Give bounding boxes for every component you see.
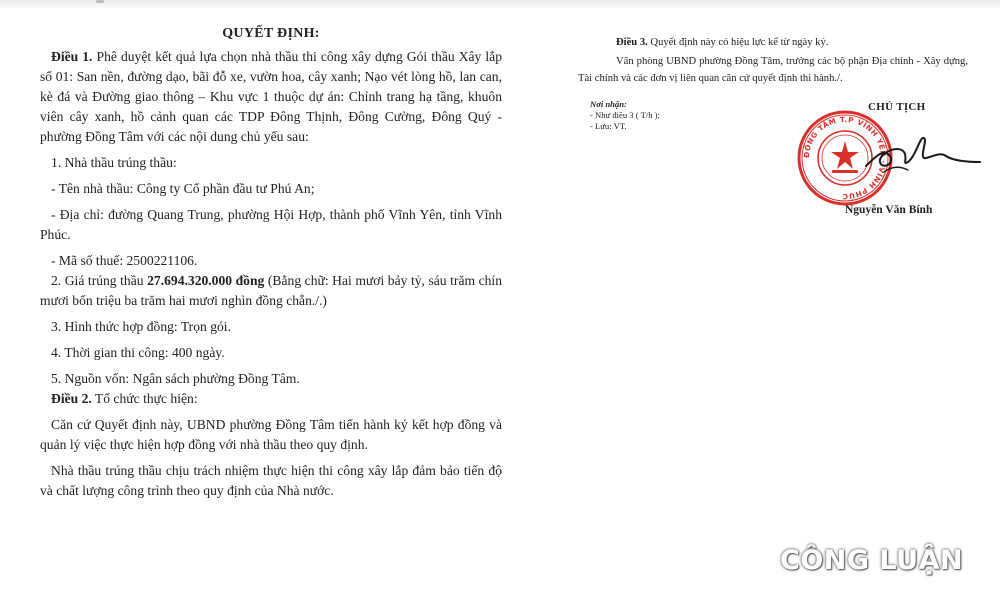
article-3 <box>578 34 968 51</box>
article-2-text: Tổ chức thực hiện: <box>91 391 198 406</box>
contractor-name: - Tên nhà thầu: Công ty Cổ phần đầu tư Phú An; <box>51 181 315 196</box>
recipient-item: - Lưu: VT. <box>590 121 627 131</box>
article-2-paragraph-1: Căn cứ Quyết định này, UBND phường Đồng Tâm tiến hành ký kết hợp đồng và quản lý việc thực hiện hợp đồng với nhà thầu theo quy định. <box>40 417 502 452</box>
item-4: 4. Thời gian thi công: 400 ngày. <box>51 345 225 360</box>
article-2-paragraph-2: Nhà thầu trúng thầu chịu trách nhiệm thực hiện thi công xây lắp đảm bảo tiến độ và chất lượng công trình theo quy định của Nhà nước. <box>40 463 502 498</box>
article-3-paragraph-2: Văn phòng UBND phường Đồng Tâm, trưởng các bộ phận Địa chính - Xây dựng, Tài chính và các đơn vị liên quan căn cứ quyết định thi hành./. <box>578 56 968 84</box>
item-2-prefix: 2. Giá trúng thầu <box>51 273 148 288</box>
chair-title: CHỦ TỊCH <box>868 101 926 113</box>
article-1-text: Phê duyệt kết quả lựa chọn nhà thầu thi công xây dựng Gói thầu Xây lắp số 01: San nền, đường dạo, bãi đỗ xe, vườn hoa, cây xanh; Nạo vét lòng hồ, lan can, kè đá và Đường giao thông – Khu vực 1 thuộc dự án: Chỉnh trang hạ tầng, khuôn viên cây xanh, hồ cảnh quan các TDP Đông Thịnh, Đông Cường, Đông Quý - phường Đồng Tâm với các nội dung chủ yếu sau: <box>40 49 503 144</box>
recipients-heading: Nơi nhận: <box>590 99 627 109</box>
contractor-address: - Địa chỉ: đường Quang Trung, phường Hội Hợp, thành phố Vĩnh Yên, tỉnh Vĩnh Phúc. <box>40 207 502 242</box>
top-strip <box>0 0 1000 10</box>
article-2-label: Điều 2. <box>51 391 92 406</box>
item-2 <box>40 271 502 311</box>
item-3: 3. Hình thức hợp đồng: Trọn gói. <box>51 319 231 334</box>
item-2-words: (Bằng chữ: Hai mươi bảy tỷ, sáu trăm chín mươi bốn triệu ba trăm hai mươi nghìn đồng chẵn./.) <box>40 273 503 308</box>
recipients-block <box>590 99 660 132</box>
seal-text: ĐỒNG TÂM T.P VĨNH YÊN · VĨNH PHÚC <box>801 114 889 202</box>
tax-code: - Mã số thuế: 2500221106. <box>51 253 198 268</box>
article-2 <box>40 389 502 409</box>
watermark-logo: CÔNG LUẬN <box>780 545 964 576</box>
article-3-text: Quyết định này có hiệu lực kể từ ngày ký. <box>647 37 829 48</box>
decision-right-column <box>578 34 968 87</box>
item-1: 1. Nhà thầu trúng thầu: <box>51 155 177 170</box>
decision-left-column <box>40 24 502 501</box>
item-2-amount: 27.694.320.000 đồng <box>147 273 265 288</box>
signature-icon <box>862 126 984 188</box>
top-mark <box>96 0 104 3</box>
article-1-label: Điều 1. <box>51 49 93 64</box>
article-3-label: Điều 3. <box>616 37 648 48</box>
recipient-item: - Như điều 3 ( T/h ); <box>590 110 660 120</box>
signer-name: Nguyễn Văn Bính <box>845 204 933 216</box>
article-1 <box>40 47 502 147</box>
decision-title: QUYẾT ĐỊNH: <box>222 26 320 41</box>
item-5: 5. Nguồn vốn: Ngân sách phường Đồng Tâm. <box>51 371 300 386</box>
